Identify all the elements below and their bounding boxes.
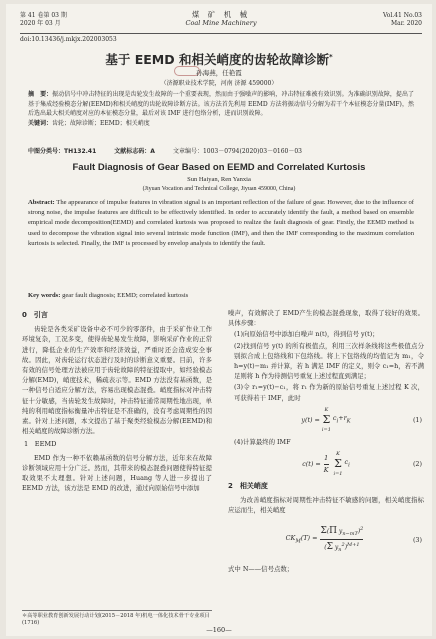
intro-paragraph: 齿轮是各类采矿设备中必不可少的零部件，由于采矿作业工作环境复杂，工况多变，使得齿轮易发生故障，影响采矿作业的正常进行，降低企业的生产效率和经济效益，严重时还会造成安全事故。因此，对齿轮运行状态进行及时的诊断意义重要。目前，许多有效的信号处理方法被应用于齿轮故障的特征提取中，如经验模态分解(EMD)，峭度技术，稀疏表示等。EMD 方法没有基函数，是一种信号自适应分解方法，容易出现模态混叠。峭度指标对冲击特征十分敏感，当齿轮发生故障时，冲击特征通常周期性地出现，单纯的利用峭度指标衡量冲击特征是不准确的，没有考虑周期性的因素。针对上述问题，本文提出了基于聚类经验模态分解(EEMD)和相关峭度的故障诊断方法。	[22, 325, 212, 436]
running-header	[20, 10, 422, 32]
section-intro-heading: 0 引言	[22, 311, 48, 319]
title-cn: 基于 EEMD 和相关峭度的齿轮故障诊断*	[105, 52, 333, 67]
footnote: ＊高等职业教育创新发展行动计划(2015－2018 年)机电一体化技术骨干专业项目(1716)	[22, 610, 212, 627]
paper-page	[6, 4, 432, 636]
equation-1: y(t) = K Σ i=1 $c_i+r_K$ (1)	[301, 406, 422, 433]
continued-paragraph: 噪声，有效解决了 EMD产生的模态混叠现象，取得了较好的效果。具体步骤：	[228, 309, 424, 328]
header-journal: 煤 矿 机 械 Coal Mine Machinery	[185, 10, 257, 27]
section-eemd-heading: 1 EEMD	[24, 440, 57, 449]
step-3: (3)令 r₁=y(t)−c₁，将 r₁ 作为新的原始信号重复上述过程 K 次，可获得若干 IMF，此时	[234, 383, 424, 402]
header-rule	[20, 33, 422, 34]
classification-line: 中图分类号：TH132.41 文献标志码：A 文章编号：1003－0794(2020)03－0160－03	[28, 148, 302, 155]
right-column	[228, 308, 424, 575]
keywords-en: Key words: gear fault diagnosis; EEMD; correlated kurtosis	[28, 292, 189, 299]
title-en: Fault Diagnosis of Gear Based on EEMD and Correlated Kurtosis	[72, 162, 366, 173]
eemd-paragraph: EMD 作为一种不依赖基函数的信号分解方法，近年来在故障诊断领域应用十分广泛。然而，其带来的模态混叠问题使得特征提取效果不太理想。针对上述问题，Huang 等人进一步提出了 EEMD 方法，该方法是 EMD 的改进，通过向原始信号中添加	[22, 453, 212, 493]
equation-2: c(t) = $\frac{1}{K}$ K Σ i=1 $c_i$ (2)	[302, 450, 422, 478]
step-2: (2)找到信号 y(t) 的所有极值点，利用三次样条线将这些极值点分别拟合成上包络线和下包络线。将上下包络线的均值记为 m₁，令 h=y(t)−m₁ 并计算，若 h 满足 IMF 的定义，则令 c₁=h，若不满足则将 h 作为待测信号重复上述过程直到满足；	[234, 341, 424, 381]
ck-paragraph: 为改善峭度指标对周期性冲击特征不敏感的问题，相关峭度指标应运而生，相关峭度	[228, 496, 424, 515]
abstract-cn: 摘 要：振动信号中冲击特征的出现是齿轮发生故障的一个重要表现，然而由于强噪声的影响，冲击特征难被有效识别。为准确识别故障，提出了基于集成经验模态分解(EEMD)和相关峭度的齿轮故障诊断方法。该方法首先利用 EEMD 方法将振动信号分解为若干个本征模态分量(IMF)，然后选出最大相关峭度对应的本征模态分量，最后对该 IMF 进行包络分析，进而识别故障。 关键词：齿轮；故障诊断；EEMD；相关峭度	[28, 91, 414, 127]
header-issue: Vol.41 No.03 Mar. 2020	[382, 12, 422, 27]
authors-cn: 孙海燕，任艳霞	[196, 69, 242, 77]
section-ck-heading: 2 相关峭度	[228, 482, 268, 491]
left-column	[22, 308, 212, 494]
authors-en: Sun Haiyan, Ren Yanxia	[187, 176, 251, 183]
affiliation-en: (Jiyuan Vocation and Technical College, Jiyuan 459000, China)	[142, 186, 296, 192]
page-number: —160—	[206, 626, 232, 634]
step-1: (1)向原始信号中添加白噪声 n(t)，得到信号 y(t)；	[234, 330, 379, 339]
abstract-en: Abstract: The appearance of impulse features in vibration signal is an important reflection of the failure of gear. However, due to the influence of strong noise, the impulse features are difficult to be effectively identified. In order to accurately identify the fault, a method based on ensemble empirical mode decomposition(EEMD) and correlated kurtosis was proposed to realize the fault diagnosis of gear. Firstly, the EEMD method is used to decompose the vibration signal into several intrinsic mode function (IMF), and then the IMF corresponding to the maximum correlation kurtosis is selected. Finally, the IMF is processed by envelop analysis to identify the fault.	[28, 199, 414, 247]
where-line: 式中 N——信号点数；	[228, 564, 294, 573]
affiliation-cn: （济源职业技术学院，河南 济源 459000）	[160, 80, 278, 87]
step-4: (4)计算最终的 IMF	[234, 437, 291, 446]
header-volume: 第 41 卷第 03 期 2020 年 03 月	[20, 12, 67, 27]
doi: doi:10.13436/j.mkjx.202003053	[20, 36, 117, 43]
equation-3: $CK_M(T)$ = $\frac{\Sigma(\Pi y_{n-mT})^2}{(\Sigma y_n^2)^{M+1}}$ (3)	[285, 525, 422, 554]
